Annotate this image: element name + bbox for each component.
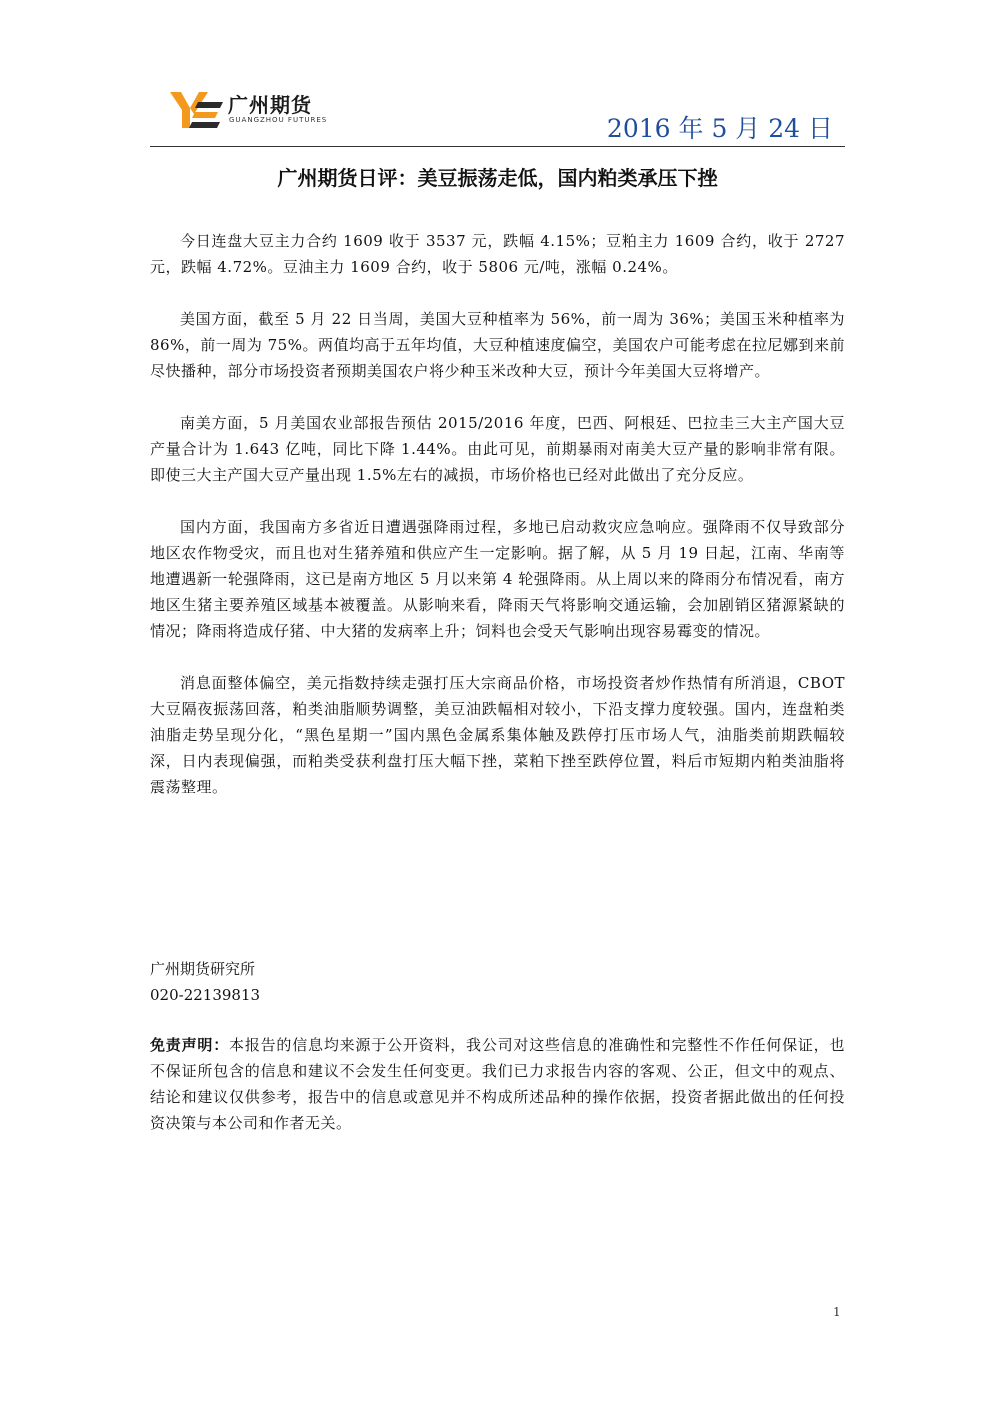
paragraph-domestic-weather: 国内方面，我国南方多省近日遭遇强降雨过程，多地已启动救灾应急响应。强降雨不仅导致部分地区农作物受灾，而且也对生猪养殖和供应产生一定影响。据了解，从 5 月 19 日起，江南、华南等地遭遇新一轮强降雨，这已是南方地区 5 月以来第 4 轮强降雨。从上周以来的降雨分布情况看，南方地区生猪主要养殖区域基本被覆盖。从影响来看，降雨天气将影响交通运输，会加剧销区猪源紧缺的情况；降雨将造成仔猪、中大猪的发病率上升；饲料也会受天气影响出现容易霉变的情况。 bbox=[150, 518, 845, 640]
paragraph-us-planting: 美国方面，截至 5 月 22 日当周，美国大豆种植率为 56%，前一周为 36%；美国玉米种植率为 86%，前一周为 75%。两值均高于五年均值，大豆种植速度偏空，美国农户可能考虑在拉尼娜到来前尽快播种，部分市场投资者预期美国农户将少种玉米改种大豆，预计今年美国大豆将增产。 bbox=[150, 310, 845, 380]
disclaimer-label: 免责声明： bbox=[150, 1036, 230, 1054]
header-divider bbox=[150, 146, 845, 147]
disclaimer-text: 本报告的信息均来源于公开资料，我公司对这些信息的准确性和完整性不作任何保证，也不保证所包含的信息和建议不会发生任何变更。我们已力求报告内容的客观、公正，但文中的观点、结论和建议仅供参考，报告中的信息或意见并不构成所述品种的操作依据，投资者据此做出的任何投资决策与本公司和作者无关。 bbox=[150, 1036, 845, 1132]
contact-phone: 020-22139813 bbox=[150, 986, 261, 1004]
research-institute-name: 广州期货研究所 bbox=[150, 960, 256, 978]
paragraph-market-close: 今日连盘大豆主力合约 1609 收于 3537 元，跌幅 4.15%；豆粕主力 1609 合约，收于 2727 元，跌幅 4.72%。豆油主力 1609 合约，收于 5806 元/吨，涨幅 0.24%。 bbox=[150, 232, 845, 276]
company-logo bbox=[168, 88, 368, 132]
paragraph-market-outlook: 消息面整体偏空，美元指数持续走强打压大宗商品价格，市场投资者炒作热情有所消退，CBOT 大豆隔夜振荡回落，粕类油脂顺势调整，美豆油跌幅相对较小，下沿支撑力度较强。国内，连盘粕类油脂走势呈现分化，“黑色星期一”国内黑色金属系集体触及跌停打压市场人气，油脂类前期跌幅较深，日内表现偏强，而粕类受获利盘打压大幅下挫，菜粕下挫至跌停位置，料后市短期内粕类油脂将震荡整理。 bbox=[150, 674, 845, 796]
logo-company-name-english: GUANGZHOU FUTURES bbox=[229, 116, 328, 124]
report-body bbox=[150, 228, 845, 826]
page-header bbox=[150, 80, 845, 148]
disclaimer bbox=[150, 1032, 845, 1136]
paragraph-south-america: 南美方面，5 月美国农业部报告预估 2015/2016 年度，巴西、阿根廷、巴拉圭三大主产国大豆产量合计为 1.643 亿吨，同比下降 1.44%。由此可见，前期暴雨对南美大豆产量的影响非常有限。即使三大主产国大豆产量出现 1.5%左右的减损，市场价格也已经对此做出了充分反应。 bbox=[150, 414, 845, 484]
report-date: 2016 年 5 月 24 日 bbox=[606, 114, 833, 143]
logo-company-name: 广州期货 bbox=[228, 93, 312, 117]
company-logo-mark-icon bbox=[168, 88, 226, 132]
report-title: 广州期货日评：美豆振荡走低，国内粕类承压下挫 bbox=[277, 166, 718, 190]
page-number: 1 bbox=[833, 1305, 841, 1319]
contact-block bbox=[150, 956, 260, 1008]
